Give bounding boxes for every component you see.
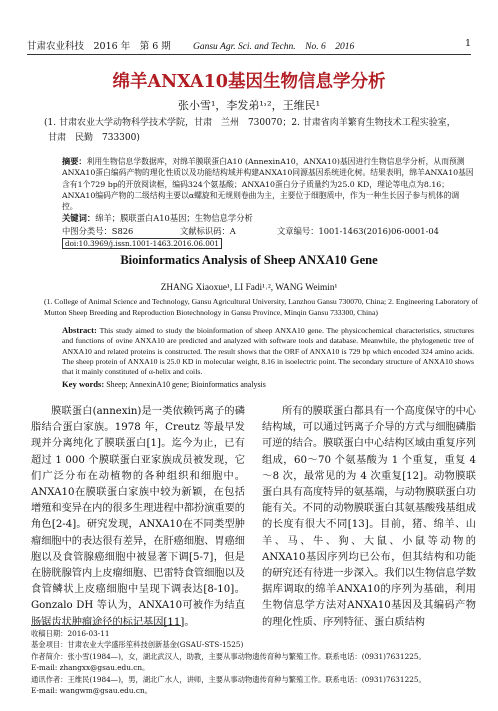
keywords-en-label: Key words: xyxy=(62,379,105,389)
journal-en: Gansu Agr. Sci. and Techn. No. 6 2016 xyxy=(193,42,355,52)
affiliation-cn-line: 甘肃 民勤 733300) xyxy=(48,133,140,143)
authors-cn: 张小雪¹，李发弟¹˒²，王维民¹ xyxy=(177,99,321,112)
footnote-received: 收稿日期：2016-03-11 xyxy=(31,629,110,638)
journal-cn: 甘肃农业科技 2016 年 第 6 期 xyxy=(27,41,171,52)
page-number: 1 xyxy=(464,38,471,49)
header-rule xyxy=(27,54,471,55)
authors-en: ZHANG Xiaoxue¹, LI Fadi¹˒², WANG Weimin¹ xyxy=(160,283,338,293)
footnotes xyxy=(31,628,481,696)
abstract-en xyxy=(62,325,474,377)
document-code: 文献标识码：A xyxy=(180,226,236,236)
article-number: 文章编号：1001-1463(2016)06-0001-04 xyxy=(277,226,439,236)
title-en: Bioinformatics Analysis of Sheep ANXA10 Gene xyxy=(120,253,378,267)
abstract-cn xyxy=(62,156,474,212)
abstract-en-label: Abstract: xyxy=(62,325,97,335)
keywords-en-text: Sheep; AnnexinA10 gene; Bioinformatics analysis xyxy=(106,380,266,389)
footnote-first-author: 作者简介：张小雪(1984—)，女，湖北武汉人，助教，主要从事动物遗传育种与繁殖工作。联系电话：(0931)7631225。 xyxy=(31,651,426,661)
keywords-cn-label: 关键词： xyxy=(62,213,96,223)
body-left-text: 膜联蛋白(annexin)是一类依赖钙离子的磷脂结合蛋白家族。1978 年，Creutz 等最早发现并分离纯化了膜联蛋白[1]。迄今为止，已有超过 1 000 个膜联蛋白亚家族成员被发现，它们广泛分布在动植物的各种组织和细胞中。ANXA10在膜联蛋白家族中较为新颖，在包括增殖和变异在内的很多生理进程中都扮演重要的角色[2-4]。研究发现，ANXA10在不同类型肿瘤细胞中的表达很有差异，在肝癌细胞、胃癌细胞以及食管腺癌细胞中被显著下调[5-7]，但是在膀胱腺管内上皮瘤细胞、巴雷特食管细胞以及食管鳞状上皮癌细胞中呈现下调表达[8-10]。Gonzalo DH 等认为，ANXA10可被作为结直肠锯齿状肿瘤途径的标记基因[11]。 xyxy=(31,406,245,628)
keywords-cn xyxy=(62,212,253,224)
body-column-right xyxy=(262,404,476,631)
footnote-first-author-email: E-mail: zhangxx@gsau.edu.cn。 xyxy=(31,663,150,673)
affiliation-en: (1. College of Animal Science and Technology, Gansu Agricultural University, Lanzhou Gansu 730070, China; 2. Engineering Laboratory of Mutton Sheep Breeding and Reproduction Biotechnology in Gansu Province, Minqin Gansu 733300, China) xyxy=(44,297,478,318)
footnote-rule xyxy=(31,625,181,626)
abstract-cn-text: 利用生物信息学数据库，对绵羊膜联蛋白A10 (AnnexinA10，ANXA10)基因进行生物信息学分析，从而预测ANXA10蛋白编码产物的理化性质以及功能结构域并构建ANXA10同源基因系统进化树。结果表明，绵羊ANXA10基因含有1个729 bp的开放阅读框，编码324个氨基酸；ANXA10蛋白分子质量约为25.0 KD，理论等电点为8.16；ANXA10编码产物的二级结构主要以α螺旋和无规则卷曲为主，主要位于细胞质中，作为一种生长因子参与机体的调控。 xyxy=(62,157,474,212)
body-column-left xyxy=(31,404,245,631)
keywords-en xyxy=(62,379,266,389)
title-cn: 绵羊ANXA10基因生物信息学分析 xyxy=(112,72,386,92)
footnote-corresponding-author: 通讯作者：王维民(1984—)，男，湖北广水人，讲师，主要从事动物遗传育种与繁殖工作。联系电话：(0931)7631225。 xyxy=(31,674,426,684)
footnote-corresponding-email: E-mail: wangwm@gsau.edu.cn。 xyxy=(31,686,152,696)
body-right-text: 所有的膜联蛋白都具有一个高度保守的中心结构域，可以通过钙离子介导的方式与细胞磷脂可逆的结合。膜联蛋白中心结构区域由重复序列组成，60～70 个氨基酸为 1 个重复，重复 4～8 次，最常见的为 4 次重复[12]。动物膜联蛋白具有高度特异的氨基端，与动物膜联蛋白功能有关。不同的动物膜联蛋白其氨基酸残基组成的长度有很大不同[13]。目前，猪、绵羊、山羊、马、牛、狗、大鼠、小鼠等动物的ANXA10基因序列均已公布，但其结构和功能的研究还有待进一步深入。我们以生物信息学数据库调取的绵羊ANXA10的序列为基础，利用生物信息学方法对ANXA10基因及其编码产物的理化性质、序列特征、蛋白质结构 xyxy=(262,406,476,628)
doi: doi:10.3969/j.issn.1001-1463.2016.06.001 xyxy=(62,238,222,249)
affiliation-cn xyxy=(44,116,478,146)
footnote-funding: 基金项目：甘肃农业大学盛彤笙科技创新基金(GSAU-STS-1525) xyxy=(31,640,244,650)
abstract-en-text: This study aimed to study the bioinformation of sheep ANXA10 gene. The physicochemical characteristics, structures and functions of ovine ANXA10 are predicted and analyzed with software tools and database. Meanwhile, the phylogenetic tree of ANXA10 and related proteins is constructed. The result shows that the ORF of ANXA10 is 729 bp which encoded 324 amino acids. The sheep protein of ANXA10 is 25.0 KD in molecular weight, 8.16 in isoelectric point. The secondary structure of ANXA10 shows that it mainly constituted of α-helix and coils. xyxy=(62,326,475,377)
running-header xyxy=(27,38,471,52)
abstract-cn-label: 摘要： xyxy=(62,156,87,166)
keywords-cn-text: 绵羊；膜联蛋白A10基因；生物信息学分析 xyxy=(95,213,253,223)
affiliation-cn-line: (1. 甘肃农业大学动物科学技术学院，甘肃 兰州 730070；2. 甘肃省肉羊繁育生物技术工程实验室， xyxy=(44,118,456,128)
clc-number: 中图分类号：S826 xyxy=(62,226,134,236)
